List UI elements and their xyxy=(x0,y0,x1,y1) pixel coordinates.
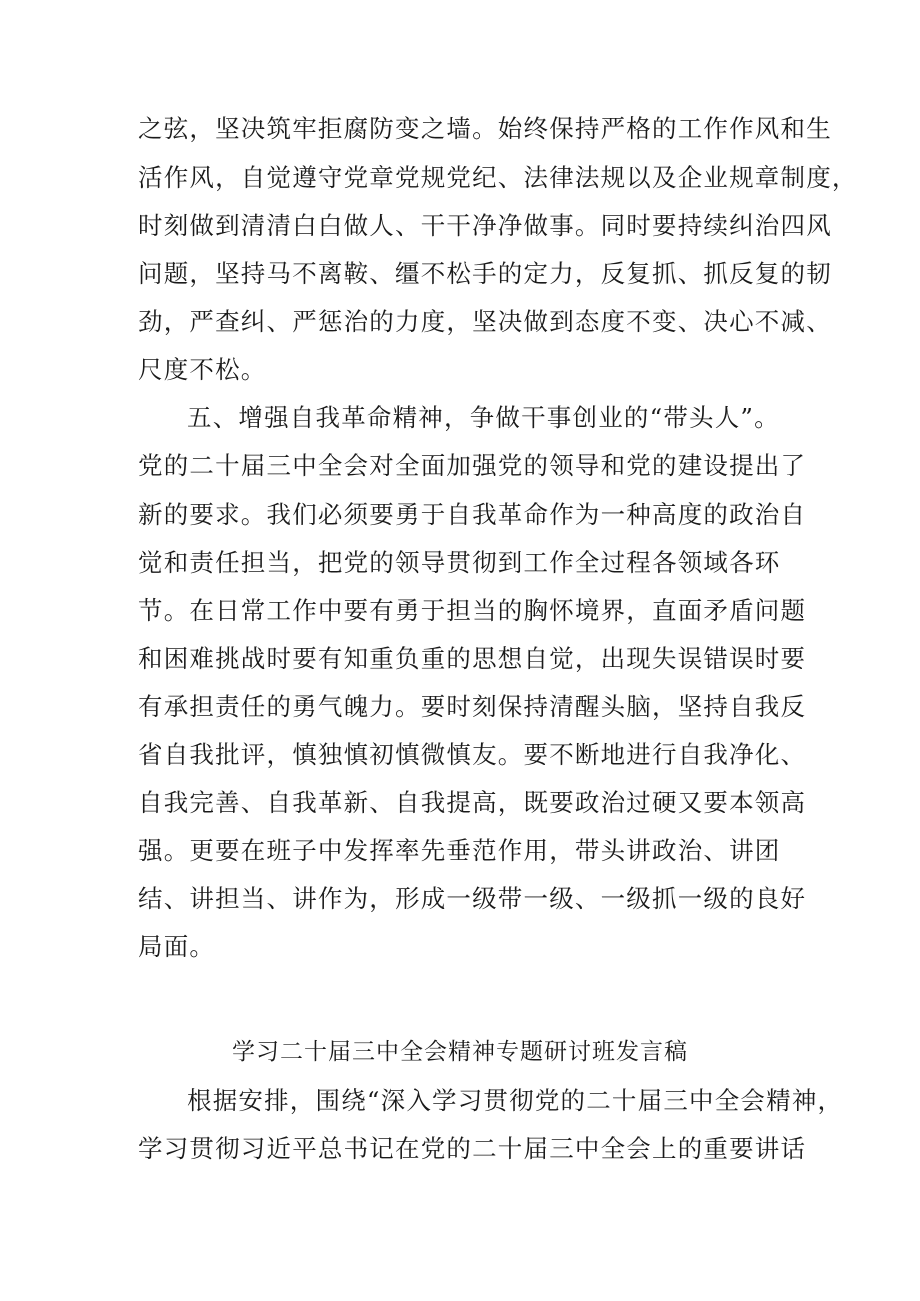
text-line: 强。更要在班子中发挥率先垂范作用，带头讲政治、讲团 xyxy=(138,836,781,865)
section-heading: 五、增强自我革命精神，争做干事创业的“带头人”。 xyxy=(187,403,780,432)
document-title: 学习二十届三中全会精神专题研讨班发言稿 xyxy=(232,1039,688,1065)
text-line: 有承担责任的勇气魄力。要时刻保持清醒头脑，坚持自我反 xyxy=(138,692,807,721)
text-line: 劲，严查纠、严惩治的力度，坚决做到态度不变、决心不减、 xyxy=(138,307,832,336)
text-line: 觉和责任担当，把党的领导贯彻到工作全过程各领域各环 xyxy=(138,548,781,577)
intro-line: 学习贯彻习近平总书记在党的二十届三中全会上的重要讲话 xyxy=(138,1134,807,1163)
text-line: 自我完善、自我革新、自我提高，既要政治过硬又要本领高 xyxy=(138,788,807,817)
intro-line: 根据安排，围绕“深入学习贯彻党的二十届三中全会精神， xyxy=(187,1086,844,1115)
text-line: 尺度不松。 xyxy=(138,355,267,384)
text-line: 之弦，坚决筑牢拒腐防变之墙。始终保持严格的工作作风和生 xyxy=(138,114,832,143)
text-line: 和困难挑战时要有知重负重的思想自觉，出现失误错误时要 xyxy=(138,644,807,673)
text-line: 党的二十届三中全会对全面加强党的领导和党的建设提出了 xyxy=(138,451,807,480)
text-line: 时刻做到清清白白做人、干干净净做事。同时要持续纠治四风 xyxy=(138,211,832,240)
text-line: 节。在日常工作中要有勇于担当的胸怀境界，直面矛盾问题 xyxy=(138,596,807,625)
text-line: 问题，坚持马不离鞍、缰不松手的定力，反复抓、抓反复的韧 xyxy=(138,259,832,288)
text-line: 局面。 xyxy=(138,932,216,961)
text-line: 活作风，自觉遵守党章党规党纪、法律法规以及企业规章制度， xyxy=(138,163,858,192)
text-line: 省自我批评，慎独慎初慎微慎友。要不断地进行自我净化、 xyxy=(138,740,807,769)
text-line: 结、讲担当、讲作为，形成一级带一级、一级抓一级的良好 xyxy=(138,884,807,913)
text-line: 新的要求。我们必须要勇于自我革命作为一种高度的政治自 xyxy=(138,500,807,529)
